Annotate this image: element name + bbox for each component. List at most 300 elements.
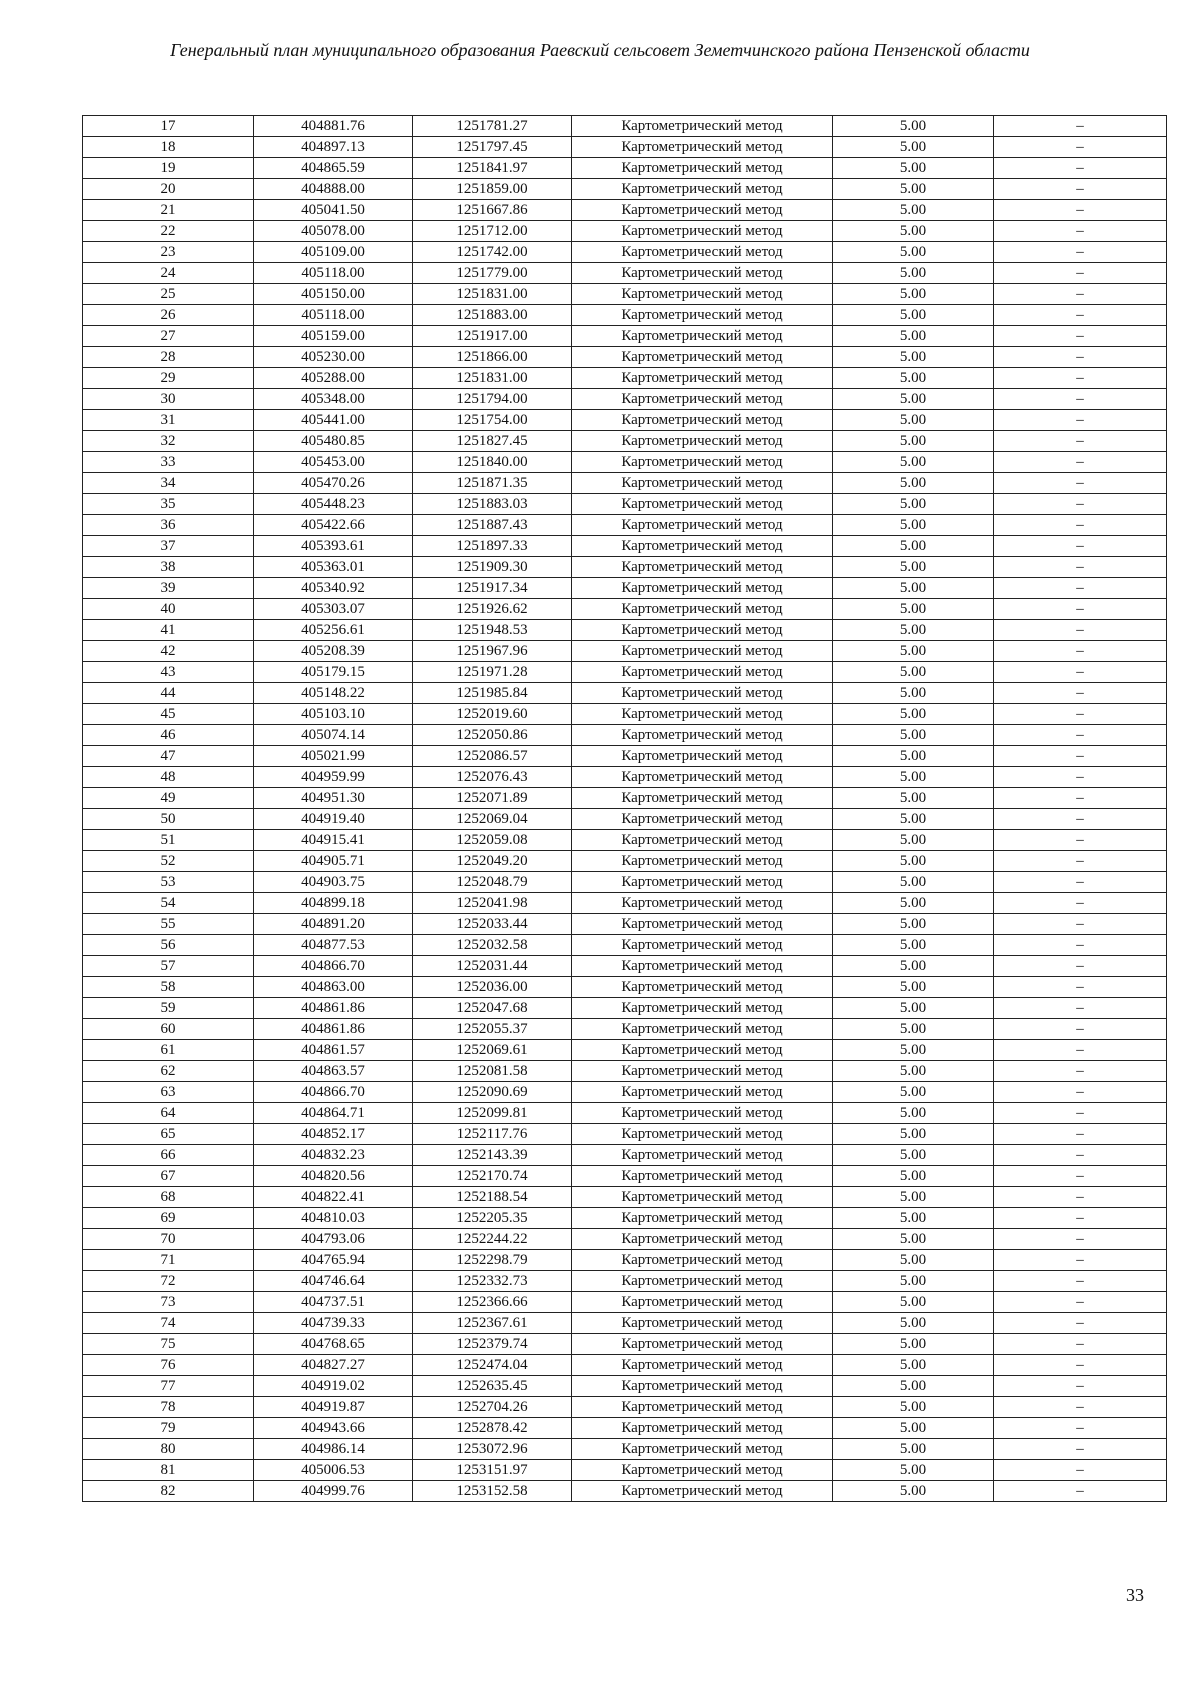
note-cell: – [994, 1460, 1167, 1481]
point-number-cell: 56 [83, 935, 254, 956]
accuracy-cell: 5.00 [833, 767, 994, 788]
note-cell: – [994, 473, 1167, 494]
point-number-cell: 78 [83, 1397, 254, 1418]
method-cell: Картометрический метод [572, 641, 833, 662]
x-coordinate-cell: 404899.18 [254, 893, 413, 914]
x-coordinate-cell: 405363.01 [254, 557, 413, 578]
note-cell: – [994, 620, 1167, 641]
x-coordinate-cell: 404852.17 [254, 1124, 413, 1145]
x-coordinate-cell: 405256.61 [254, 620, 413, 641]
page-header: Генеральный план муниципального образования Раевский сельсовет Земетчинского района Пензенской области [170, 40, 1030, 60]
note-cell: – [994, 1208, 1167, 1229]
note-cell: – [994, 263, 1167, 284]
table-row [83, 641, 1167, 662]
method-cell: Картометрический метод [572, 851, 833, 872]
table-row [83, 515, 1167, 536]
y-coordinate-cell: 1251883.03 [413, 494, 572, 515]
method-cell: Картометрический метод [572, 809, 833, 830]
point-number-cell: 76 [83, 1355, 254, 1376]
table-row [83, 431, 1167, 452]
table-row [83, 935, 1167, 956]
note-cell: – [994, 1376, 1167, 1397]
y-coordinate-cell: 1253072.96 [413, 1439, 572, 1460]
x-coordinate-cell: 405393.61 [254, 536, 413, 557]
accuracy-cell: 5.00 [833, 1313, 994, 1334]
table-row [83, 1040, 1167, 1061]
method-cell: Картометрический метод [572, 1061, 833, 1082]
accuracy-cell: 5.00 [833, 620, 994, 641]
note-cell: – [994, 578, 1167, 599]
table-row [83, 977, 1167, 998]
y-coordinate-cell: 1252878.42 [413, 1418, 572, 1439]
note-cell: – [994, 179, 1167, 200]
accuracy-cell: 5.00 [833, 221, 994, 242]
table-row [83, 221, 1167, 242]
method-cell: Картометрический метод [572, 242, 833, 263]
x-coordinate-cell: 404881.76 [254, 116, 413, 137]
note-cell: – [994, 431, 1167, 452]
x-coordinate-cell: 405148.22 [254, 683, 413, 704]
method-cell: Картометрический метод [572, 662, 833, 683]
y-coordinate-cell: 1251866.00 [413, 347, 572, 368]
note-cell: – [994, 683, 1167, 704]
table-row [83, 1397, 1167, 1418]
x-coordinate-cell: 404959.99 [254, 767, 413, 788]
method-cell: Картометрический метод [572, 1250, 833, 1271]
note-cell: – [994, 389, 1167, 410]
y-coordinate-cell: 1253151.97 [413, 1460, 572, 1481]
y-coordinate-cell: 1251827.45 [413, 431, 572, 452]
table-row [83, 872, 1167, 893]
method-cell: Картометрический метод [572, 578, 833, 599]
accuracy-cell: 5.00 [833, 305, 994, 326]
method-cell: Картометрический метод [572, 368, 833, 389]
x-coordinate-cell: 404737.51 [254, 1292, 413, 1313]
point-number-cell: 82 [83, 1481, 254, 1502]
method-cell: Картометрический метод [572, 977, 833, 998]
accuracy-cell: 5.00 [833, 1082, 994, 1103]
note-cell: – [994, 1124, 1167, 1145]
y-coordinate-cell: 1252379.74 [413, 1334, 572, 1355]
note-cell: – [994, 704, 1167, 725]
table-row [83, 956, 1167, 977]
y-coordinate-cell: 1252635.45 [413, 1376, 572, 1397]
accuracy-cell: 5.00 [833, 116, 994, 137]
point-number-cell: 55 [83, 914, 254, 935]
point-number-cell: 54 [83, 893, 254, 914]
point-number-cell: 64 [83, 1103, 254, 1124]
point-number-cell: 28 [83, 347, 254, 368]
accuracy-cell: 5.00 [833, 725, 994, 746]
accuracy-cell: 5.00 [833, 578, 994, 599]
accuracy-cell: 5.00 [833, 1061, 994, 1082]
accuracy-cell: 5.00 [833, 1166, 994, 1187]
point-number-cell: 69 [83, 1208, 254, 1229]
x-coordinate-cell: 404903.75 [254, 872, 413, 893]
y-coordinate-cell: 1252367.61 [413, 1313, 572, 1334]
note-cell: – [994, 1040, 1167, 1061]
accuracy-cell: 5.00 [833, 1355, 994, 1376]
accuracy-cell: 5.00 [833, 914, 994, 935]
x-coordinate-cell: 404897.13 [254, 137, 413, 158]
point-number-cell: 71 [83, 1250, 254, 1271]
table-row [83, 1355, 1167, 1376]
x-coordinate-cell: 404951.30 [254, 788, 413, 809]
table-row [83, 1418, 1167, 1439]
table-row [83, 788, 1167, 809]
table-row [83, 326, 1167, 347]
y-coordinate-cell: 1251831.00 [413, 368, 572, 389]
point-number-cell: 59 [83, 998, 254, 1019]
note-cell: – [994, 1019, 1167, 1040]
x-coordinate-cell: 404827.27 [254, 1355, 413, 1376]
method-cell: Картометрический метод [572, 305, 833, 326]
method-cell: Картометрический метод [572, 1103, 833, 1124]
y-coordinate-cell: 1252081.58 [413, 1061, 572, 1082]
point-number-cell: 70 [83, 1229, 254, 1250]
method-cell: Картометрический метод [572, 158, 833, 179]
x-coordinate-cell: 405230.00 [254, 347, 413, 368]
method-cell: Картометрический метод [572, 179, 833, 200]
accuracy-cell: 5.00 [833, 998, 994, 1019]
x-coordinate-cell: 404943.66 [254, 1418, 413, 1439]
accuracy-cell: 5.00 [833, 473, 994, 494]
table-row [83, 1187, 1167, 1208]
method-cell: Картометрический метод [572, 1313, 833, 1334]
method-cell: Картометрический метод [572, 284, 833, 305]
y-coordinate-cell: 1252704.26 [413, 1397, 572, 1418]
point-number-cell: 43 [83, 662, 254, 683]
y-coordinate-cell: 1251985.84 [413, 683, 572, 704]
x-coordinate-cell: 405303.07 [254, 599, 413, 620]
accuracy-cell: 5.00 [833, 242, 994, 263]
y-coordinate-cell: 1252059.08 [413, 830, 572, 851]
y-coordinate-cell: 1252032.58 [413, 935, 572, 956]
point-number-cell: 45 [83, 704, 254, 725]
method-cell: Картометрический метод [572, 347, 833, 368]
note-cell: – [994, 830, 1167, 851]
table-row [83, 725, 1167, 746]
y-coordinate-cell: 1252205.35 [413, 1208, 572, 1229]
x-coordinate-cell: 404919.87 [254, 1397, 413, 1418]
method-cell: Картометрический метод [572, 1481, 833, 1502]
accuracy-cell: 5.00 [833, 1229, 994, 1250]
x-coordinate-cell: 405480.85 [254, 431, 413, 452]
x-coordinate-cell: 405159.00 [254, 326, 413, 347]
x-coordinate-cell: 405118.00 [254, 305, 413, 326]
table-row [83, 368, 1167, 389]
x-coordinate-cell: 404832.23 [254, 1145, 413, 1166]
point-number-cell: 73 [83, 1292, 254, 1313]
method-cell: Картометрический метод [572, 725, 833, 746]
note-cell: – [994, 1145, 1167, 1166]
table-row [83, 158, 1167, 179]
point-number-cell: 22 [83, 221, 254, 242]
method-cell: Картометрический метод [572, 998, 833, 1019]
note-cell: – [994, 494, 1167, 515]
y-coordinate-cell: 1251742.00 [413, 242, 572, 263]
method-cell: Картометрический метод [572, 431, 833, 452]
point-number-cell: 38 [83, 557, 254, 578]
note-cell: – [994, 368, 1167, 389]
accuracy-cell: 5.00 [833, 641, 994, 662]
point-number-cell: 39 [83, 578, 254, 599]
table-row [83, 1313, 1167, 1334]
x-coordinate-cell: 405150.00 [254, 284, 413, 305]
point-number-cell: 68 [83, 1187, 254, 1208]
point-number-cell: 49 [83, 788, 254, 809]
table-row [83, 305, 1167, 326]
x-coordinate-cell: 405074.14 [254, 725, 413, 746]
x-coordinate-cell: 404986.14 [254, 1439, 413, 1460]
y-coordinate-cell: 1252055.37 [413, 1019, 572, 1040]
x-coordinate-cell: 404919.40 [254, 809, 413, 830]
point-number-cell: 34 [83, 473, 254, 494]
method-cell: Картометрический метод [572, 1040, 833, 1061]
table-row [83, 914, 1167, 935]
point-number-cell: 29 [83, 368, 254, 389]
point-number-cell: 20 [83, 179, 254, 200]
y-coordinate-cell: 1252048.79 [413, 872, 572, 893]
table-row [83, 1439, 1167, 1460]
method-cell: Картометрический метод [572, 1145, 833, 1166]
y-coordinate-cell: 1252099.81 [413, 1103, 572, 1124]
table-row [83, 1292, 1167, 1313]
note-cell: – [994, 935, 1167, 956]
point-number-cell: 33 [83, 452, 254, 473]
method-cell: Картометрический метод [572, 788, 833, 809]
accuracy-cell: 5.00 [833, 200, 994, 221]
accuracy-cell: 5.00 [833, 557, 994, 578]
table-row [83, 578, 1167, 599]
point-number-cell: 19 [83, 158, 254, 179]
x-coordinate-cell: 404765.94 [254, 1250, 413, 1271]
point-number-cell: 81 [83, 1460, 254, 1481]
y-coordinate-cell: 1253152.58 [413, 1481, 572, 1502]
y-coordinate-cell: 1251887.43 [413, 515, 572, 536]
method-cell: Картометрический метод [572, 1229, 833, 1250]
point-number-cell: 66 [83, 1145, 254, 1166]
table-row [83, 1103, 1167, 1124]
accuracy-cell: 5.00 [833, 1124, 994, 1145]
x-coordinate-cell: 404865.59 [254, 158, 413, 179]
note-cell: – [994, 872, 1167, 893]
accuracy-cell: 5.00 [833, 1397, 994, 1418]
note-cell: – [994, 1103, 1167, 1124]
accuracy-cell: 5.00 [833, 746, 994, 767]
method-cell: Картометрический метод [572, 1418, 833, 1439]
table-row [83, 116, 1167, 137]
x-coordinate-cell: 405448.23 [254, 494, 413, 515]
x-coordinate-cell: 404866.70 [254, 956, 413, 977]
accuracy-cell: 5.00 [833, 347, 994, 368]
note-cell: – [994, 746, 1167, 767]
y-coordinate-cell: 1251967.96 [413, 641, 572, 662]
table-row [83, 809, 1167, 830]
point-number-cell: 60 [83, 1019, 254, 1040]
accuracy-cell: 5.00 [833, 977, 994, 998]
accuracy-cell: 5.00 [833, 1376, 994, 1397]
method-cell: Картометрический метод [572, 1334, 833, 1355]
table-row [83, 851, 1167, 872]
point-number-cell: 25 [83, 284, 254, 305]
table-row [83, 1250, 1167, 1271]
table-row [83, 1082, 1167, 1103]
point-number-cell: 50 [83, 809, 254, 830]
method-cell: Картометрический метод [572, 410, 833, 431]
method-cell: Картометрический метод [572, 1166, 833, 1187]
y-coordinate-cell: 1252244.22 [413, 1229, 572, 1250]
table-row [83, 389, 1167, 410]
table-row [83, 284, 1167, 305]
y-coordinate-cell: 1251667.86 [413, 200, 572, 221]
note-cell: – [994, 137, 1167, 158]
note-cell: – [994, 158, 1167, 179]
x-coordinate-cell: 404861.57 [254, 1040, 413, 1061]
accuracy-cell: 5.00 [833, 326, 994, 347]
y-coordinate-cell: 1252019.60 [413, 704, 572, 725]
accuracy-cell: 5.00 [833, 158, 994, 179]
accuracy-cell: 5.00 [833, 1439, 994, 1460]
point-number-cell: 63 [83, 1082, 254, 1103]
method-cell: Картометрический метод [572, 1082, 833, 1103]
x-coordinate-cell: 404861.86 [254, 1019, 413, 1040]
method-cell: Картометрический метод [572, 473, 833, 494]
x-coordinate-cell: 405441.00 [254, 410, 413, 431]
method-cell: Картометрический метод [572, 872, 833, 893]
y-coordinate-cell: 1252033.44 [413, 914, 572, 935]
note-cell: – [994, 1061, 1167, 1082]
method-cell: Картометрический метод [572, 1292, 833, 1313]
accuracy-cell: 5.00 [833, 872, 994, 893]
method-cell: Картометрический метод [572, 137, 833, 158]
note-cell: – [994, 305, 1167, 326]
accuracy-cell: 5.00 [833, 515, 994, 536]
point-number-cell: 40 [83, 599, 254, 620]
y-coordinate-cell: 1251794.00 [413, 389, 572, 410]
y-coordinate-cell: 1251754.00 [413, 410, 572, 431]
point-number-cell: 79 [83, 1418, 254, 1439]
point-number-cell: 77 [83, 1376, 254, 1397]
accuracy-cell: 5.00 [833, 137, 994, 158]
method-cell: Картометрический метод [572, 1460, 833, 1481]
note-cell: – [994, 116, 1167, 137]
table-row [83, 1460, 1167, 1481]
y-coordinate-cell: 1251926.62 [413, 599, 572, 620]
point-number-cell: 17 [83, 116, 254, 137]
accuracy-cell: 5.00 [833, 1481, 994, 1502]
accuracy-cell: 5.00 [833, 1040, 994, 1061]
table-row [83, 263, 1167, 284]
point-number-cell: 47 [83, 746, 254, 767]
point-number-cell: 61 [83, 1040, 254, 1061]
note-cell: – [994, 347, 1167, 368]
note-cell: – [994, 200, 1167, 221]
accuracy-cell: 5.00 [833, 1103, 994, 1124]
y-coordinate-cell: 1252071.89 [413, 788, 572, 809]
table-row [83, 599, 1167, 620]
x-coordinate-cell: 405179.15 [254, 662, 413, 683]
y-coordinate-cell: 1251859.00 [413, 179, 572, 200]
table-row [83, 1271, 1167, 1292]
y-coordinate-cell: 1251797.45 [413, 137, 572, 158]
note-cell: – [994, 1229, 1167, 1250]
y-coordinate-cell: 1251883.00 [413, 305, 572, 326]
accuracy-cell: 5.00 [833, 1250, 994, 1271]
point-number-cell: 52 [83, 851, 254, 872]
y-coordinate-cell: 1251917.00 [413, 326, 572, 347]
accuracy-cell: 5.00 [833, 1334, 994, 1355]
point-number-cell: 48 [83, 767, 254, 788]
x-coordinate-cell: 405103.10 [254, 704, 413, 725]
note-cell: – [994, 599, 1167, 620]
note-cell: – [994, 641, 1167, 662]
method-cell: Картометрический метод [572, 620, 833, 641]
y-coordinate-cell: 1251781.27 [413, 116, 572, 137]
table-row [83, 536, 1167, 557]
note-cell: – [994, 851, 1167, 872]
y-coordinate-cell: 1252143.39 [413, 1145, 572, 1166]
note-cell: – [994, 1313, 1167, 1334]
y-coordinate-cell: 1252069.04 [413, 809, 572, 830]
note-cell: – [994, 998, 1167, 1019]
point-number-cell: 36 [83, 515, 254, 536]
table-row [83, 557, 1167, 578]
note-cell: – [994, 221, 1167, 242]
y-coordinate-cell: 1251841.97 [413, 158, 572, 179]
method-cell: Картометрический метод [572, 704, 833, 725]
x-coordinate-cell: 405109.00 [254, 242, 413, 263]
x-coordinate-cell: 404999.76 [254, 1481, 413, 1502]
y-coordinate-cell: 1252474.04 [413, 1355, 572, 1376]
accuracy-cell: 5.00 [833, 431, 994, 452]
x-coordinate-cell: 405118.00 [254, 263, 413, 284]
x-coordinate-cell: 405348.00 [254, 389, 413, 410]
point-number-cell: 35 [83, 494, 254, 515]
x-coordinate-cell: 404739.33 [254, 1313, 413, 1334]
x-coordinate-cell: 404810.03 [254, 1208, 413, 1229]
note-cell: – [994, 809, 1167, 830]
note-cell: – [994, 1271, 1167, 1292]
table-row [83, 1229, 1167, 1250]
x-coordinate-cell: 404905.71 [254, 851, 413, 872]
method-cell: Картометрический метод [572, 1397, 833, 1418]
y-coordinate-cell: 1251779.00 [413, 263, 572, 284]
accuracy-cell: 5.00 [833, 893, 994, 914]
x-coordinate-cell: 405470.26 [254, 473, 413, 494]
note-cell: – [994, 326, 1167, 347]
method-cell: Картометрический метод [572, 1124, 833, 1145]
y-coordinate-cell: 1251712.00 [413, 221, 572, 242]
table-row [83, 1061, 1167, 1082]
accuracy-cell: 5.00 [833, 683, 994, 704]
point-number-cell: 18 [83, 137, 254, 158]
point-number-cell: 65 [83, 1124, 254, 1145]
accuracy-cell: 5.00 [833, 662, 994, 683]
note-cell: – [994, 1355, 1167, 1376]
table-row [83, 830, 1167, 851]
note-cell: – [994, 452, 1167, 473]
table-row [83, 200, 1167, 221]
method-cell: Картометрический метод [572, 389, 833, 410]
accuracy-cell: 5.00 [833, 1145, 994, 1166]
accuracy-cell: 5.00 [833, 1187, 994, 1208]
x-coordinate-cell: 405021.99 [254, 746, 413, 767]
table-row [83, 662, 1167, 683]
accuracy-cell: 5.00 [833, 599, 994, 620]
x-coordinate-cell: 404822.41 [254, 1187, 413, 1208]
accuracy-cell: 5.00 [833, 809, 994, 830]
